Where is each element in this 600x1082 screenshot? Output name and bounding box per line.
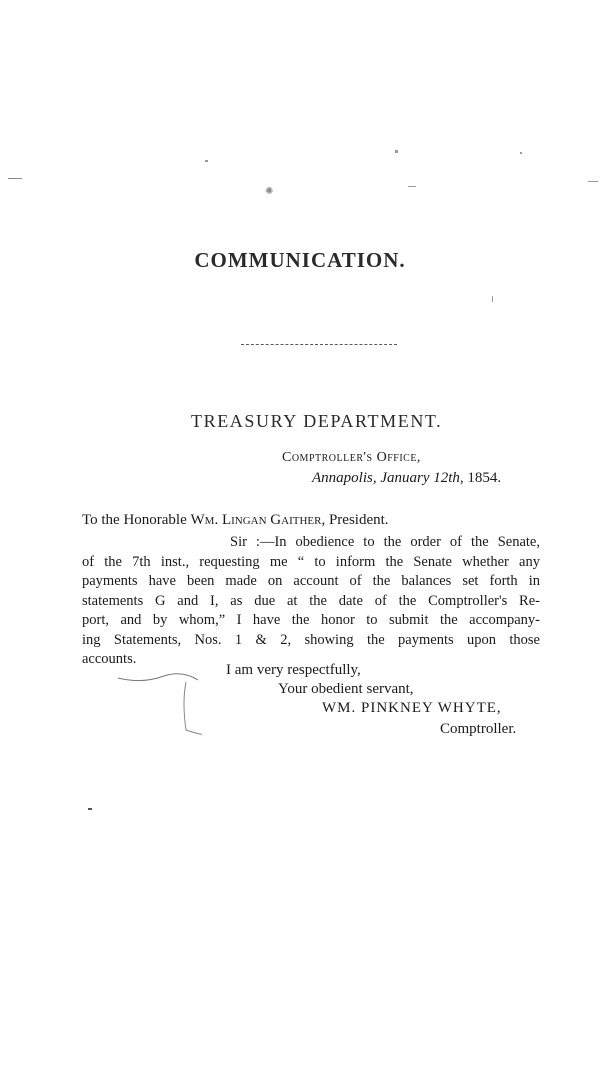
section-divider	[241, 344, 397, 345]
scan-speck	[588, 181, 598, 182]
body-line: ing Statements, Nos. 1 & 2, showing the payments upon those	[82, 631, 540, 648]
signature-title: Comptroller.	[440, 721, 517, 737]
letter-body	[82, 533, 540, 670]
department-title: TREASURY DEPARTMENT.	[191, 411, 443, 431]
scan-speck	[408, 186, 416, 187]
addressee-name: Wm. Lingan Gaither	[190, 512, 322, 528]
body-line: port, and by whom,” I have the honor to submit the accompany-	[82, 612, 540, 628]
closing-servant: Your obedient servant,	[278, 681, 414, 697]
scan-speck	[492, 296, 493, 302]
address-prefix: To the Honorable	[82, 512, 187, 528]
address-suffix: , President.	[321, 512, 389, 528]
office-line: Comptroller's Office,	[282, 450, 421, 465]
body-line: statements G and I, as due at the date of the Comptroller's Re-	[82, 592, 540, 609]
signature-bracket-mark	[112, 672, 202, 736]
body-line: accounts.	[82, 651, 137, 667]
ink-blot-icon: ✺	[265, 186, 274, 197]
body-line: of the 7th inst., requesting me “ to inform the Senate whether any	[82, 553, 540, 570]
closing-respect: I am very respectfully,	[226, 662, 361, 678]
dateline-year: 1854.	[467, 470, 502, 486]
scan-speck	[205, 160, 208, 162]
scan-speck	[395, 150, 398, 153]
scan-speck	[520, 152, 522, 154]
document-heading: COMMUNICATION.	[194, 248, 406, 272]
body-line: payments have been made on account of the balances set forth in	[82, 573, 540, 589]
scan-mark	[88, 808, 92, 810]
salutation-address	[82, 512, 389, 529]
dateline-place: Annapolis, January 12th,	[312, 470, 464, 486]
dateline	[312, 470, 501, 487]
signature-name: WM. PINKNEY WHYTE,	[322, 700, 502, 716]
scan-mark	[8, 178, 22, 179]
body-line: Sir :—In obedience to the order of the Senate,	[230, 534, 540, 550]
